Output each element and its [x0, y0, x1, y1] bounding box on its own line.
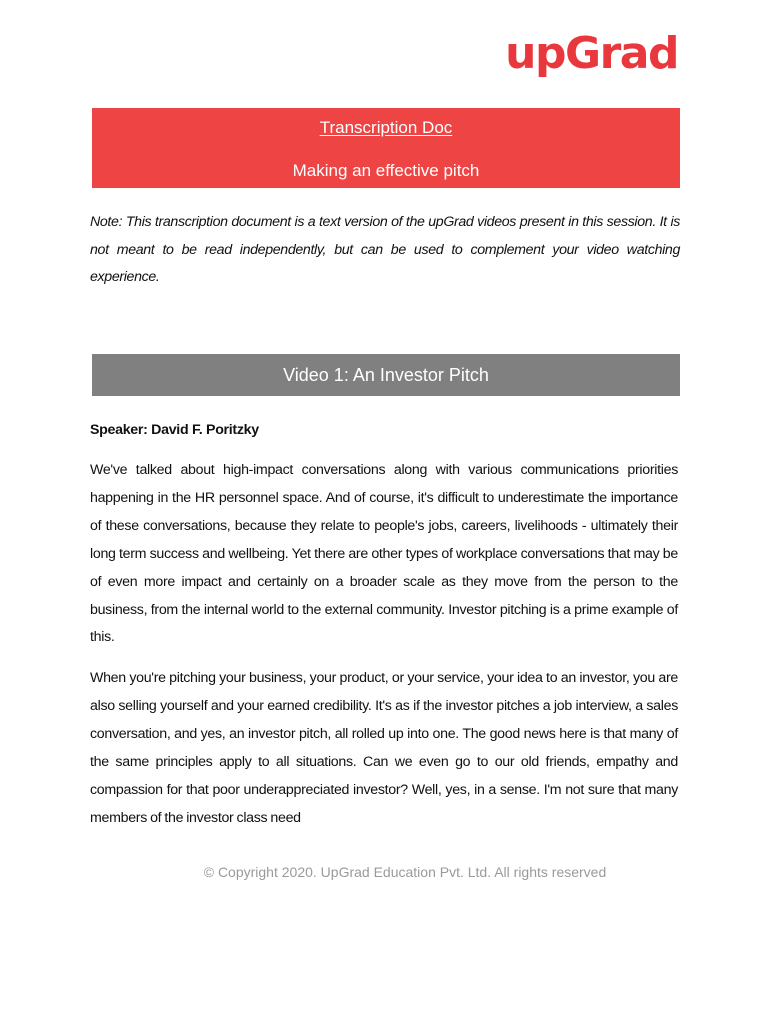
paragraph: We've talked about high-impact conversations along with various communications priorities happening in the HR personnel space. And of course, it's difficult to underestimate the importance of these conversations, because they relate to people's jobs, careers, livelihoods - ultimately their long term success and wellbeing. Yet there are other types of workplace conversations that may be of even more impact and certainly on a broader scale as they move from the person to the business, from the internal world to the external community. Investor pitching is a prime example of this.	[90, 462, 678, 646]
doc-type-label: Transcription Doc	[319, 118, 453, 137]
doc-title: Making an effective pitch	[292, 161, 480, 180]
note-text: Note: This transcription document is a text version of the upGrad videos present in this session. It is not meant to be read independently, but can be used to complement your video watching experience.	[90, 214, 680, 285]
copyright-footer: © Copyright 2020. UpGrad Education Pvt. Ltd. All rights reserved	[203, 864, 607, 880]
paragraph: When you're pitching your business, your product, or your service, your idea to an investor, you are also selling yourself and your earned credibility. It's as if the investor pitches a job interview, a sales conversation, and yes, an investor pitch, all rolled up into one. The good news here is that many of the same principles apply to all situations. Can we even go to our old friends, empathy and compassion for that poor underappreciated investor? Well, yes, in a sense. I'm not sure that many members of the investor class need	[90, 670, 678, 826]
upgrad-logo: upGrad	[505, 28, 678, 79]
speaker-label: Speaker: David F. Poritzky	[90, 422, 259, 438]
title-banner	[92, 108, 680, 188]
section-heading: Video 1: An Investor Pitch	[92, 354, 680, 396]
